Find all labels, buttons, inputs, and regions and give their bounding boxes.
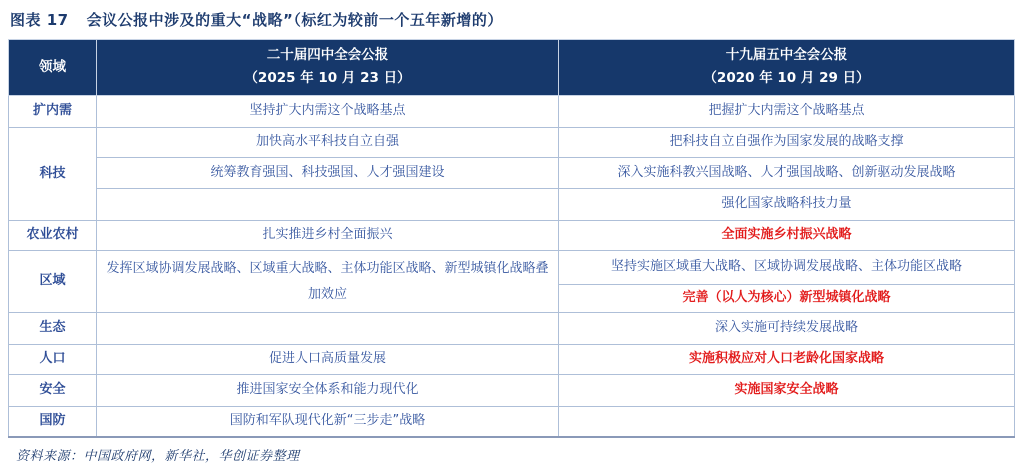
cell-2025: 国防和军队现代化新“三步走”战略 xyxy=(97,407,559,437)
field-label: 科技 xyxy=(9,128,97,221)
source-note: 资料来源：中国政府网，新华社，华创证券整理 xyxy=(16,448,300,464)
header-plenum-2020-title: 十九届五中全会公报 xyxy=(725,47,848,64)
table-row xyxy=(9,313,1015,345)
table-row xyxy=(9,96,1015,128)
table-header xyxy=(9,40,1015,96)
figure-title xyxy=(0,0,1024,30)
cell-2020: 全面实施乡村振兴战略 xyxy=(559,221,1015,251)
cell-2025 xyxy=(97,313,559,345)
header-plenum-2020-date: （2020 年 10 月 29 日） xyxy=(703,70,870,86)
cell-2020: 深入实施可持续发展战略 xyxy=(559,313,1015,345)
cell-2020: 坚持实施区域重大战略、区域协调发展战略、主体功能区战略 xyxy=(559,251,1015,285)
cell-2025: 促进人口高质量发展 xyxy=(97,345,559,375)
cell-2020: 强化国家战略科技力量 xyxy=(559,189,1015,221)
cell-2020 xyxy=(559,407,1015,437)
header-field: 领域 xyxy=(9,40,97,96)
field-label: 安全 xyxy=(9,375,97,407)
table-row xyxy=(9,407,1015,437)
table-row xyxy=(9,251,1015,285)
field-label: 国防 xyxy=(9,407,97,437)
cell-2025: 加快高水平科技自立自强 xyxy=(97,128,559,158)
header-plenum-2025-title: 二十届四中全会公报 xyxy=(266,47,389,64)
cell-2020: 实施国家安全战略 xyxy=(559,375,1015,407)
field-label: 扩内需 xyxy=(9,96,97,128)
table-row xyxy=(9,128,1015,158)
cell-2025: 统筹教育强国、科技强国、人才强国建设 xyxy=(97,158,559,189)
field-label: 人口 xyxy=(9,345,97,375)
field-label: 农业农村 xyxy=(9,221,97,251)
cell-2020: 实施积极应对人口老龄化国家战略 xyxy=(559,345,1015,375)
cell-2020: 把握扩大内需这个战略基点 xyxy=(559,96,1015,128)
table-row xyxy=(9,158,1015,189)
cell-2025: 推进国家安全体系和能力现代化 xyxy=(97,375,559,407)
strategy-comparison-table xyxy=(8,39,1015,438)
cell-2025 xyxy=(97,189,559,221)
cell-2025: 扎实推进乡村全面振兴 xyxy=(97,221,559,251)
table-row xyxy=(9,189,1015,221)
header-plenum-2025-date: （2025 年 10 月 23 日） xyxy=(244,70,411,86)
header-plenum-2020 xyxy=(559,40,1015,96)
cell-2020: 完善（以人为核心）新型城镇化战略 xyxy=(559,285,1015,313)
table-row xyxy=(9,375,1015,407)
cell-2020: 把科技自立自强作为国家发展的战略支撑 xyxy=(559,128,1015,158)
figure-number: 图表 17 xyxy=(10,11,69,29)
table-row xyxy=(9,221,1015,251)
field-label: 生态 xyxy=(9,313,97,345)
header-plenum-2025 xyxy=(97,40,559,96)
header-row xyxy=(9,40,1015,96)
cell-2020: 深入实施科教兴国战略、人才强国战略、创新驱动发展战略 xyxy=(559,158,1015,189)
figure-title-text: 会议公报中涉及的重大“战略”（标红为较前一个五年新增的） xyxy=(86,11,503,29)
cell-2025: 坚持扩大内需这个战略基点 xyxy=(97,96,559,128)
table-row xyxy=(9,345,1015,375)
cell-2025: 发挥区域协调发展战略、区域重大战略、主体功能区战略、新型城镇化战略叠加效应 xyxy=(97,251,559,313)
field-label: 区域 xyxy=(9,251,97,313)
